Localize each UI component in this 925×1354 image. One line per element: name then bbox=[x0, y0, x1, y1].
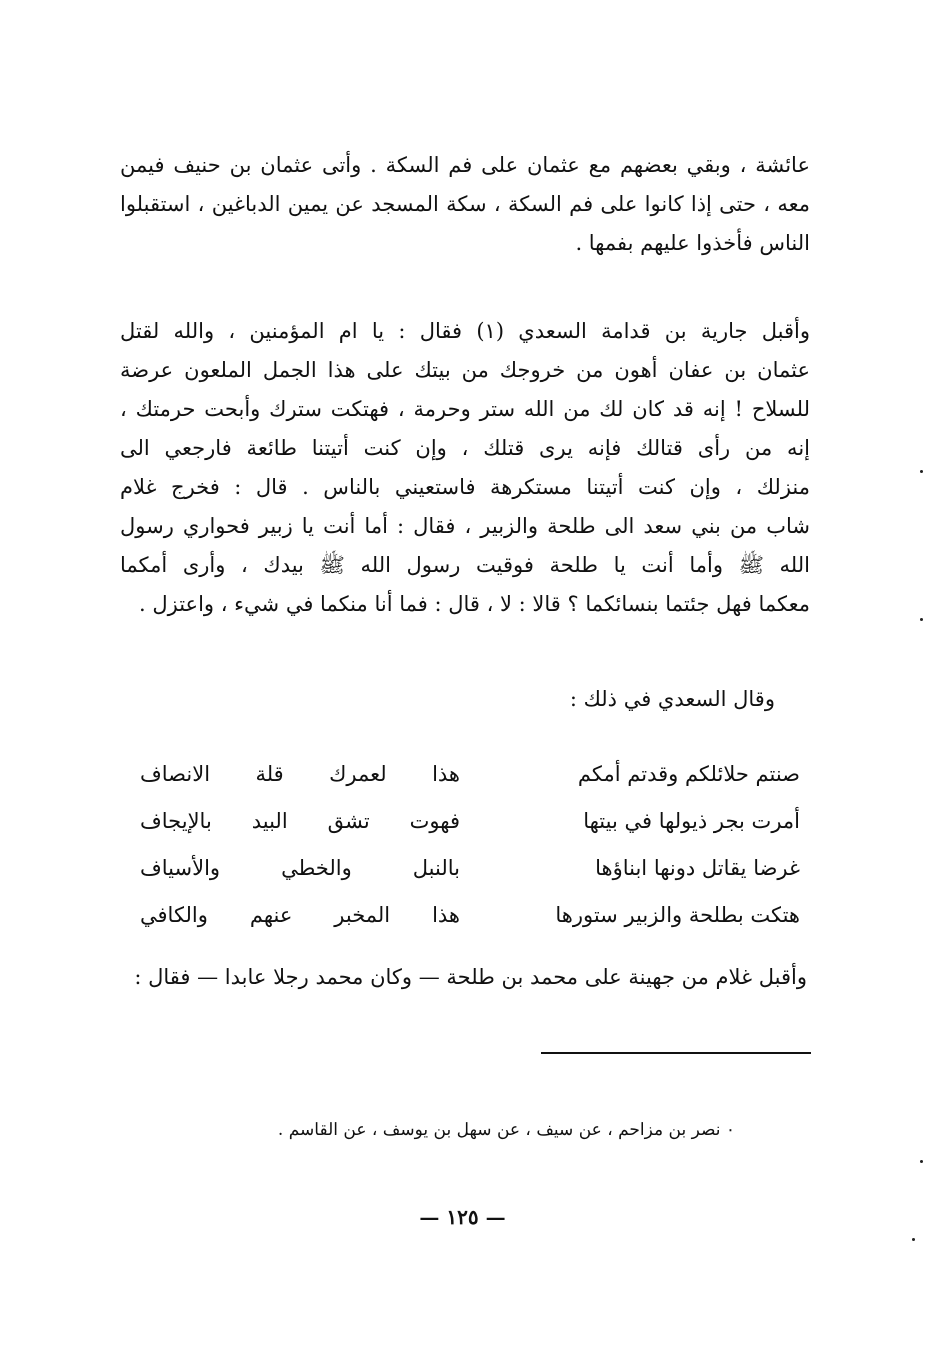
poem-verse bbox=[140, 844, 800, 891]
verse-first-hemistich: صنتم حلائلكم وقدتم أمكم bbox=[577, 761, 800, 786]
text-line: عثمان بن عفان أهون من خروجك من بيتك على هذا الجمل الملعون عرضة bbox=[120, 358, 810, 382]
verse-first-hemistich: غرضا يقاتل دونها ابناؤها bbox=[595, 855, 800, 880]
verse-second-hemistich: فهوت تشق البيد بالإيجاف bbox=[140, 808, 460, 833]
poem-verse bbox=[140, 750, 800, 797]
text-line: شاب من بني سعد الى طلحة والزبير ، فقال : أما أنت يا زبير فحواري رسول bbox=[120, 514, 810, 538]
verse-first-hemistich: أمرت بجر ذيولها في بيتها bbox=[583, 808, 800, 833]
verse-second-hemistich: بالنبل والخطي والأسياف bbox=[140, 855, 460, 880]
scan-speck bbox=[912, 1238, 915, 1241]
scan-speck bbox=[920, 470, 923, 473]
text-line: معكما فهل جئتما بنسائكما ؟ قالا : لا ، قال : فما أنا منكما في شيء ، واعتزل . bbox=[139, 592, 810, 616]
verse-second-hemistich: هذا المخبر عنهم والكافي bbox=[140, 902, 460, 927]
poem bbox=[140, 750, 800, 938]
footnote-text: نصر بن مزاحم ، عن سيف ، عن سهل بن يوسف ، عن القاسم . bbox=[277, 1120, 721, 1140]
text-line: الناس فأخذوا عليهم بفمها . bbox=[575, 231, 810, 255]
text-line: عائشة ، وبقي بعضهم مع عثمان على فم السكة . وأتى عثمان بن حنيف فيمن bbox=[120, 153, 810, 177]
verse-first-hemistich: هتكت بطلحة والزبير ستورها bbox=[555, 902, 800, 927]
text-line: إنه من رأى قتالك فإنه يرى قتلك ، وإن كنت أتيتنا طائعة فارجعي الى bbox=[120, 436, 810, 460]
closing-line: وأقبل غلام من جهينة على محمد بن طلحة — وكان محمد رجلا عابدا — فقال : bbox=[134, 965, 807, 989]
text-line: للسلاح ! إنه قد كان لك من الله ستر وحرمة ، فهتكت سترك وأبحت حرمتك ، bbox=[120, 397, 810, 421]
scan-speck bbox=[920, 1160, 923, 1163]
poem-intro: وقال السعدي في ذلك : bbox=[569, 687, 775, 711]
poem-verse bbox=[140, 891, 800, 938]
poem-verse bbox=[140, 797, 800, 844]
scan-speck bbox=[920, 618, 923, 621]
paragraph-2 bbox=[120, 312, 810, 624]
text-line: معه ، حتى إذا كانوا على فم السكة ، سكة المسجد عن يمين الدباغين ، استقبلوا bbox=[120, 192, 810, 216]
paragraph-1 bbox=[120, 146, 810, 263]
text-line: وأقبل جارية بن قدامة السعدي (١) فقال : يا ام المؤمنين ، والله لقتل bbox=[120, 319, 810, 343]
footnote bbox=[278, 1120, 735, 1140]
verse-second-hemistich: هذا لعمرك قلة الانصاف bbox=[140, 761, 460, 786]
text-line: الله ﷺ وأما أنت يا طلحة فوقيت رسول الله ﷺ بيدك ، وأرى أمكما bbox=[120, 553, 810, 577]
text-line: منزلك ، وإن كنت أتيتنا مستكرهة فاستعيني بالناس . قال : فخرج غلام bbox=[120, 475, 810, 499]
footnote-separator bbox=[541, 1052, 811, 1054]
footnote-marker: ٠ bbox=[725, 1120, 735, 1140]
page-number: — ١٢٥ — bbox=[419, 1205, 506, 1229]
